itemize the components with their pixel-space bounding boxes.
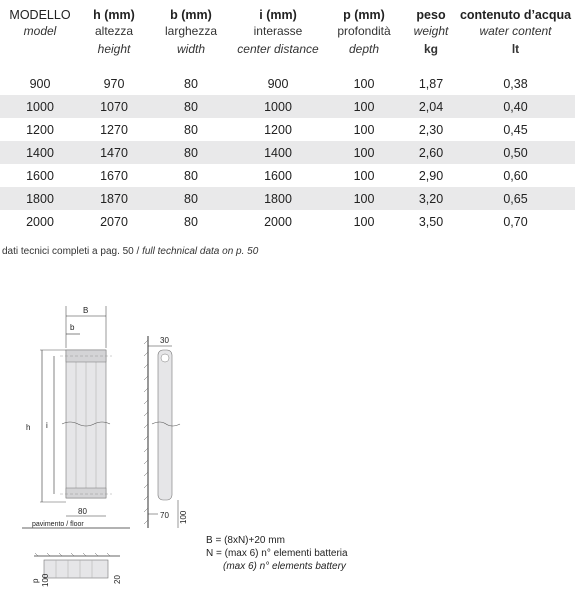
table-cell: 2000: [26, 214, 54, 229]
table-cell: 1800: [0, 187, 80, 210]
table-cell: 1,87: [418, 76, 444, 91]
radiator-side-view: [144, 336, 180, 528]
table-cell: 1400: [234, 141, 322, 164]
table-cell: 3,50: [418, 214, 444, 229]
floor-label: pavimento / floor: [32, 521, 84, 528]
table-cell: 0,38: [503, 76, 528, 91]
header-height-it: altezza: [94, 24, 134, 38]
table-cell: 100: [322, 141, 406, 164]
table-row: [0, 164, 575, 187]
table-cell: 100: [353, 76, 375, 91]
table-header-row: [0, 8, 575, 72]
table-cell: 0,65: [456, 187, 575, 210]
dim-100-top-label: 100: [41, 573, 50, 587]
table-row: [0, 72, 575, 95]
header-width: [148, 8, 234, 72]
table-cell: 1400: [0, 141, 80, 164]
table-cell: 1470: [80, 141, 148, 164]
dim-B-label: B: [83, 306, 89, 315]
table-cell: 0,40: [456, 95, 575, 118]
note-english: full technical data on p. 50: [142, 246, 259, 257]
header-model-it: MODELLO: [9, 8, 71, 22]
table-cell: 1200: [26, 122, 54, 137]
dim-80-label: 80: [78, 507, 87, 516]
header-height-en: height: [97, 42, 131, 56]
header-height: [80, 8, 148, 72]
dim-20-label: 20: [113, 575, 122, 584]
dim-100-label: 100: [179, 510, 188, 524]
table-cell: 1670: [100, 168, 128, 183]
dim-p-label: p: [31, 578, 40, 583]
header-weight-unit: kg: [423, 42, 438, 56]
dim-i-label: i: [46, 421, 48, 430]
table-cell: 1270: [100, 122, 128, 137]
table-cell: 1000: [234, 95, 322, 118]
table-cell: 1600: [264, 168, 292, 183]
header-center-en: center distance: [237, 42, 319, 56]
header-model-en: model: [23, 24, 57, 38]
header-center-unit: i (mm): [259, 8, 297, 22]
table-cell: 2070: [100, 214, 128, 229]
table-cell: 3,20: [406, 187, 456, 210]
technical-data-note: [2, 246, 258, 257]
table-cell: 80: [184, 122, 198, 137]
header-weight-it: peso: [416, 8, 446, 22]
note-italian: dati tecnici completi a pag. 50 /: [2, 246, 143, 257]
header-width-it: larghezza: [164, 24, 218, 38]
table-cell: 2,60: [406, 141, 456, 164]
table-cell: 80: [148, 187, 234, 210]
legend-line-B: B = (8xN)+20 mm: [206, 535, 285, 546]
table-cell: 2000: [264, 214, 292, 229]
header-model: [0, 8, 80, 72]
legend-line-N-en: (max 6) n° elements battery: [223, 561, 346, 572]
table-cell: 100: [353, 214, 375, 229]
table-body: [0, 72, 575, 233]
table-cell: 100: [353, 122, 375, 137]
header-depth: [322, 8, 406, 72]
dim-70-label: 70: [160, 511, 169, 520]
table-row: [0, 118, 575, 141]
header-width-en: width: [176, 42, 205, 56]
table-cell: 1600: [26, 168, 54, 183]
table-cell: 2,30: [418, 122, 444, 137]
table-cell: 80: [184, 168, 198, 183]
header-weight-en: weight: [413, 24, 449, 38]
header-depth-en: depth: [348, 42, 380, 56]
table-cell: 1870: [80, 187, 148, 210]
radiator-front-view: [60, 350, 112, 498]
table-row: [0, 187, 575, 210]
table-cell: 80: [148, 141, 234, 164]
header-water-it: contenuto d’acqua: [459, 8, 572, 22]
header-water-content: [456, 8, 575, 72]
formula-legend: [206, 534, 348, 573]
header-width-unit: b (mm): [170, 8, 212, 22]
table-cell: 0,70: [503, 214, 528, 229]
table-cell: 80: [148, 95, 234, 118]
header-depth-unit: p (mm): [343, 8, 385, 22]
header-weight: [406, 8, 456, 72]
table-cell: 1200: [264, 122, 292, 137]
header-center-it: interasse: [253, 24, 303, 38]
table-cell: 2,90: [418, 168, 444, 183]
header-water-en: water content: [479, 24, 552, 38]
table-cell: 970: [103, 76, 125, 91]
table-cell: 100: [322, 187, 406, 210]
table-cell: 1070: [80, 95, 148, 118]
table-cell: 1800: [234, 187, 322, 210]
header-height-unit: h (mm): [93, 8, 135, 22]
table-row: [0, 141, 575, 164]
legend-line-N: N = (max 6) n° elementi batteria: [206, 548, 348, 559]
header-water-unit: lt: [511, 42, 520, 56]
table-cell: 0,60: [503, 168, 528, 183]
dim-h-label: h: [26, 423, 31, 432]
table-cell: 80: [184, 214, 198, 229]
table-cell: 2,04: [406, 95, 456, 118]
spec-table: [0, 8, 575, 233]
header-depth-it: profondità: [337, 24, 391, 38]
table-cell: 0,50: [456, 141, 575, 164]
dim-30-label: 30: [160, 336, 169, 345]
table-cell: 900: [29, 76, 51, 91]
table-row: [0, 95, 575, 118]
header-center-distance: [234, 8, 322, 72]
table-cell: 80: [184, 76, 198, 91]
table-row: [0, 210, 575, 233]
table-cell: 0,45: [503, 122, 528, 137]
table-cell: 1000: [0, 95, 80, 118]
table-cell: 100: [353, 168, 375, 183]
table-cell: 900: [267, 76, 289, 91]
dim-b-label: b: [70, 323, 75, 332]
table-cell: 100: [322, 95, 406, 118]
